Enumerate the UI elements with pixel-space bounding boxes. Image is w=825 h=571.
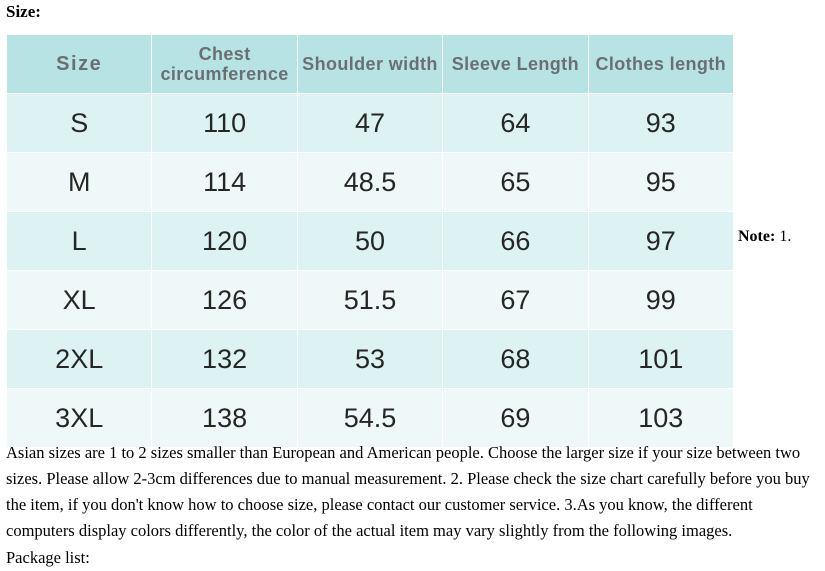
cell-length: 93 [588, 94, 733, 153]
cell-shoulder: 48.5 [297, 153, 442, 212]
cell-length: 97 [588, 212, 733, 271]
cell-chest: 114 [152, 153, 297, 212]
table-row [7, 94, 734, 153]
column-header-clothes-length: Clothes length [588, 35, 733, 94]
table-header [7, 35, 734, 94]
table-row [7, 389, 734, 448]
cell-size: M [7, 153, 152, 212]
table-row [7, 271, 734, 330]
cell-length: 95 [588, 153, 733, 212]
cell-sleeve: 67 [443, 271, 588, 330]
cell-size: 3XL [7, 389, 152, 448]
size-chart-table [6, 34, 734, 448]
cell-length: 99 [588, 271, 733, 330]
package-list-label: Package list: [6, 548, 90, 567]
cell-size: L [7, 212, 152, 271]
page-title: Size: [6, 2, 41, 21]
column-header-sleeve-length: Sleeve Length [443, 35, 588, 94]
cell-chest: 138 [152, 389, 297, 448]
cell-chest: 110 [152, 94, 297, 153]
cell-shoulder: 54.5 [297, 389, 442, 448]
column-header-chest-circumference: Chest circumference [152, 35, 297, 94]
cell-chest: 120 [152, 212, 297, 271]
note-number: 1. [779, 228, 792, 245]
cell-size: XL [7, 271, 152, 330]
table-row [7, 153, 734, 212]
note-paragraph: Asian sizes are 1 to 2 sizes smaller than European and American people. Choose the larger size if your size between two sizes. Please allow 2-3cm differences due to manual measurement. 2. Please check the size chart carefully before you buy the item, if you don't know how to choose size, please contact our customer service. 3.As you know, the different computers display colors differently, the color of the actual item may vary slightly from the following images. [6, 443, 810, 540]
cell-shoulder: 50 [297, 212, 442, 271]
column-header-shoulder-width: Shoulder width [297, 35, 442, 94]
cell-chest: 132 [152, 330, 297, 389]
cell-sleeve: 69 [443, 389, 588, 448]
table-header-row [7, 35, 734, 94]
cell-sleeve: 64 [443, 94, 588, 153]
cell-sleeve: 68 [443, 330, 588, 389]
note-label-text: Note: [738, 228, 776, 245]
table-row [7, 330, 734, 389]
cell-size: S [7, 94, 152, 153]
cell-length: 103 [588, 389, 733, 448]
cell-shoulder: 51.5 [297, 271, 442, 330]
cell-shoulder: 53 [297, 330, 442, 389]
cell-length: 101 [588, 330, 733, 389]
cell-chest: 126 [152, 271, 297, 330]
cell-size: 2XL [7, 330, 152, 389]
cell-sleeve: 65 [443, 153, 588, 212]
table-body [7, 94, 734, 448]
column-header-size: Size [7, 35, 152, 94]
note-label [738, 228, 791, 246]
table-row [7, 212, 734, 271]
cell-sleeve: 66 [443, 212, 588, 271]
cell-shoulder: 47 [297, 94, 442, 153]
